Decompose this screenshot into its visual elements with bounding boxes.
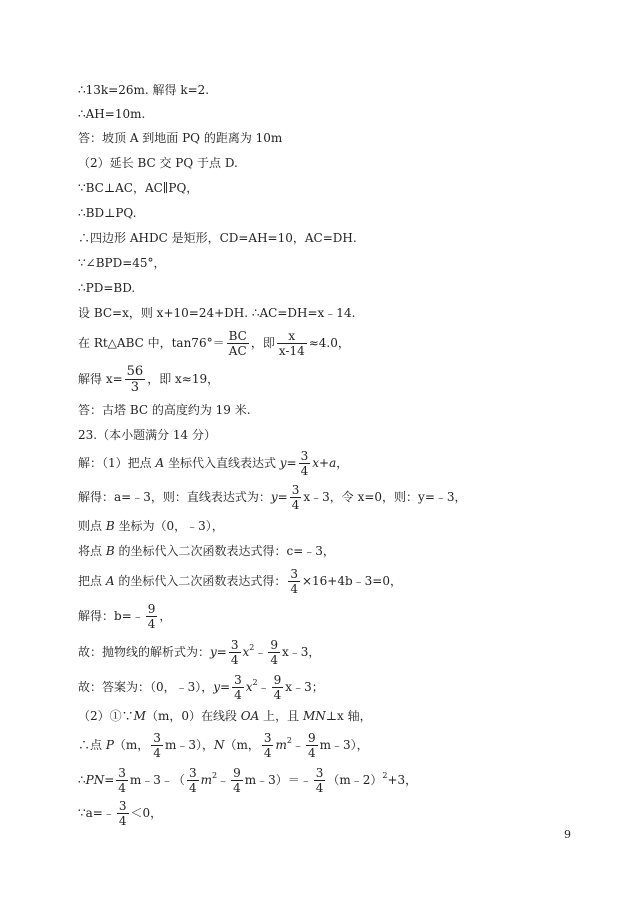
text-run: 解得： bbox=[78, 609, 115, 623]
exponent: 2 bbox=[382, 771, 388, 780]
italic-var: B bbox=[105, 519, 115, 533]
fraction bbox=[187, 767, 199, 794]
text-run: 的坐标代入二次函数表达式得： bbox=[114, 544, 287, 558]
text-run: x﹣3，令 x=0，则：y=﹣3， bbox=[303, 490, 467, 504]
fraction bbox=[117, 800, 129, 827]
numerator: x bbox=[277, 330, 307, 344]
italic-var: m bbox=[200, 773, 212, 787]
italic-var: x bbox=[242, 645, 250, 659]
italic-var: y= bbox=[210, 645, 227, 659]
denominator: 4 bbox=[118, 814, 127, 828]
text-run: 解得： bbox=[78, 490, 115, 504]
italic-var: y= bbox=[213, 680, 231, 694]
text-run: 坐标代入直线表达式 bbox=[164, 456, 280, 470]
text-line bbox=[78, 484, 467, 511]
exponent: 2 bbox=[211, 771, 218, 780]
italic-var: A bbox=[155, 456, 165, 470]
text-line: 设 BC=x，则 x+10=24+DH. ∴AC=DH=x﹣14. bbox=[78, 306, 356, 320]
text-run: m﹣3﹣（ bbox=[129, 773, 185, 787]
text-line bbox=[78, 708, 372, 724]
fraction bbox=[125, 365, 146, 394]
denominator: 4 bbox=[291, 498, 300, 512]
text-line: 23.（本小题满分 14 分） bbox=[78, 428, 216, 442]
denominator: 4 bbox=[315, 781, 324, 795]
text-run: ， bbox=[159, 609, 172, 623]
text-run: ∴点 bbox=[78, 738, 106, 752]
text-run: ×16+4b﹣3=0， bbox=[301, 574, 402, 588]
exponent: 2 bbox=[286, 736, 292, 745]
fraction bbox=[227, 330, 249, 357]
denominator: 4 bbox=[300, 464, 309, 478]
text-run: ＜0， bbox=[130, 806, 163, 820]
text-run: m﹣3）， bbox=[164, 738, 214, 752]
text-run: 解：（1）把点 bbox=[78, 456, 156, 470]
italic-var: OA bbox=[240, 709, 260, 723]
numerator: 9 bbox=[147, 602, 156, 616]
text-line: ∴四边形 AHDC 是矩形，CD=AH=10，AC=DH. bbox=[78, 231, 357, 245]
text-run: ﹣ bbox=[217, 773, 230, 787]
text-line bbox=[78, 568, 402, 595]
text-run: （m﹣2） bbox=[327, 773, 383, 787]
italic-var: PN bbox=[85, 773, 105, 787]
exponent: 2 bbox=[249, 643, 255, 652]
text-line bbox=[78, 603, 171, 630]
text-run: m﹣3）， bbox=[319, 738, 369, 752]
italic-var: y= bbox=[270, 490, 288, 504]
text-run: a=﹣3，则：直线表达式为： bbox=[114, 490, 271, 504]
numerator: 9 bbox=[270, 638, 279, 652]
italic-var: x+a bbox=[312, 456, 337, 470]
text-run: 则点 bbox=[78, 519, 106, 533]
page-number: 9 bbox=[564, 828, 571, 841]
numerator: 9 bbox=[273, 673, 282, 687]
text-line: ∵BC⊥AC，AC∥PQ， bbox=[78, 181, 199, 195]
text-run: ∴ bbox=[78, 773, 86, 787]
fraction bbox=[232, 674, 244, 701]
text-run: +3， bbox=[387, 773, 418, 787]
text-run: 在 Rt△ABC 中，tan76°＝ bbox=[78, 336, 225, 350]
fraction bbox=[314, 767, 326, 794]
denominator: AC bbox=[228, 344, 247, 358]
fraction bbox=[290, 484, 302, 511]
fraction bbox=[262, 732, 274, 759]
text-run: （m，0）在线段 bbox=[145, 709, 241, 723]
text-run: ，即 bbox=[250, 336, 275, 350]
text-run: m﹣3）＝﹣ bbox=[244, 773, 312, 787]
text-line bbox=[78, 732, 369, 759]
denominator: 3 bbox=[130, 380, 140, 395]
numerator: 3 bbox=[315, 766, 324, 780]
text-line bbox=[78, 365, 219, 394]
fraction bbox=[272, 674, 284, 701]
text-line bbox=[78, 674, 324, 701]
italic-var: y= bbox=[279, 456, 297, 470]
denominator: 4 bbox=[118, 781, 126, 795]
text-run: ∵ bbox=[78, 806, 86, 820]
text-run: （m， bbox=[224, 738, 260, 752]
denominator: 4 bbox=[153, 746, 161, 760]
denominator: 4 bbox=[290, 582, 298, 596]
italic-var: N bbox=[213, 738, 225, 752]
numerator: 3 bbox=[300, 449, 309, 463]
text-line bbox=[78, 639, 320, 666]
fraction bbox=[231, 767, 243, 794]
text-run: 解得 x= bbox=[78, 372, 123, 386]
italic-var: MN bbox=[302, 709, 326, 723]
text-line: ∴13k=26m. 解得 k=2. bbox=[78, 83, 210, 97]
text-run: ⊥x 轴， bbox=[325, 709, 372, 723]
denominator: 4 bbox=[188, 781, 197, 795]
fraction bbox=[151, 732, 163, 759]
text-line bbox=[78, 330, 350, 357]
numerator: BC bbox=[228, 329, 247, 343]
fraction bbox=[229, 639, 241, 666]
text-run: ，即 x≈19， bbox=[147, 372, 220, 386]
text-run: 将点 bbox=[78, 544, 106, 558]
text-line: ∴PD=BD. bbox=[78, 281, 136, 295]
text-run: = bbox=[104, 773, 115, 787]
fraction bbox=[306, 732, 318, 759]
text-line bbox=[78, 800, 162, 827]
text-line: 答：古塔 BC 的高度约为 19 米. bbox=[78, 403, 251, 417]
numerator: 3 bbox=[153, 731, 161, 745]
denominator: 4 bbox=[234, 688, 242, 702]
fraction bbox=[288, 568, 300, 595]
text-line bbox=[78, 767, 417, 794]
fraction bbox=[277, 330, 307, 357]
denominator: 4 bbox=[307, 746, 316, 760]
italic-var: A bbox=[105, 574, 115, 588]
numerator: 3 bbox=[290, 567, 298, 581]
text-line: ∵∠BPD=45°， bbox=[78, 256, 166, 270]
text-run: a=﹣ bbox=[85, 806, 115, 820]
fraction bbox=[299, 450, 311, 477]
denominator: 4 bbox=[270, 653, 279, 667]
denominator: 4 bbox=[273, 688, 282, 702]
denominator: x-14 bbox=[278, 344, 305, 358]
text-run: ﹣ bbox=[257, 680, 270, 694]
italic-var: m bbox=[275, 738, 287, 752]
text-run: ≈4.0， bbox=[308, 336, 350, 350]
italic-var: M bbox=[133, 709, 146, 723]
text-run: b=﹣ bbox=[114, 609, 144, 623]
fraction bbox=[268, 639, 280, 666]
text-run: c=﹣3， bbox=[286, 544, 335, 558]
exponent: 2 bbox=[252, 678, 258, 687]
italic-var: x bbox=[245, 680, 253, 694]
text-line: ∴AH=10m. bbox=[78, 107, 146, 121]
text-line bbox=[78, 543, 335, 559]
italic-var: B bbox=[105, 544, 115, 558]
text-run: 坐标为（0，﹣3）， bbox=[114, 519, 224, 533]
denominator: 4 bbox=[263, 746, 272, 760]
numerator: 3 bbox=[263, 731, 272, 745]
text-run: 的坐标代入二次函数表达式得： bbox=[114, 574, 287, 588]
denominator: 4 bbox=[147, 617, 156, 631]
text-line: （2）延长 BC 交 PQ 于点 D. bbox=[78, 156, 238, 170]
denominator: 4 bbox=[230, 653, 239, 667]
fraction bbox=[146, 603, 158, 630]
text-run: （2）①∵ bbox=[78, 709, 134, 723]
numerator: 56 bbox=[126, 364, 144, 379]
numerator: 3 bbox=[230, 638, 239, 652]
text-run: 故：抛物线的解析式为： bbox=[78, 645, 211, 659]
text-run: （m， bbox=[113, 738, 150, 752]
numerator: 9 bbox=[307, 731, 316, 745]
numerator: 9 bbox=[233, 766, 241, 780]
text-run: ， bbox=[336, 456, 349, 470]
fraction bbox=[116, 767, 128, 794]
numerator: 3 bbox=[188, 766, 197, 780]
numerator: 3 bbox=[118, 799, 127, 813]
text-line: 答：坡顶 A 到地面 PQ 的距离为 10m bbox=[78, 131, 283, 145]
text-line: ∴BD⊥PQ. bbox=[78, 206, 137, 220]
text-run: ﹣ bbox=[291, 738, 304, 752]
text-run: 故：答案为：（0，﹣3）， bbox=[78, 680, 214, 694]
text-run: 把点 bbox=[78, 574, 106, 588]
denominator: 4 bbox=[233, 781, 241, 795]
text-run: x﹣3， bbox=[282, 645, 321, 659]
text-run: x﹣3； bbox=[285, 680, 324, 694]
numerator: 3 bbox=[118, 766, 126, 780]
text-run: 上，且 bbox=[259, 709, 303, 723]
numerator: 3 bbox=[234, 673, 242, 687]
text-line bbox=[78, 450, 348, 477]
italic-var: P bbox=[105, 738, 114, 752]
numerator: 3 bbox=[291, 483, 300, 497]
text-line bbox=[78, 518, 224, 534]
text-run: ﹣ bbox=[254, 645, 267, 659]
